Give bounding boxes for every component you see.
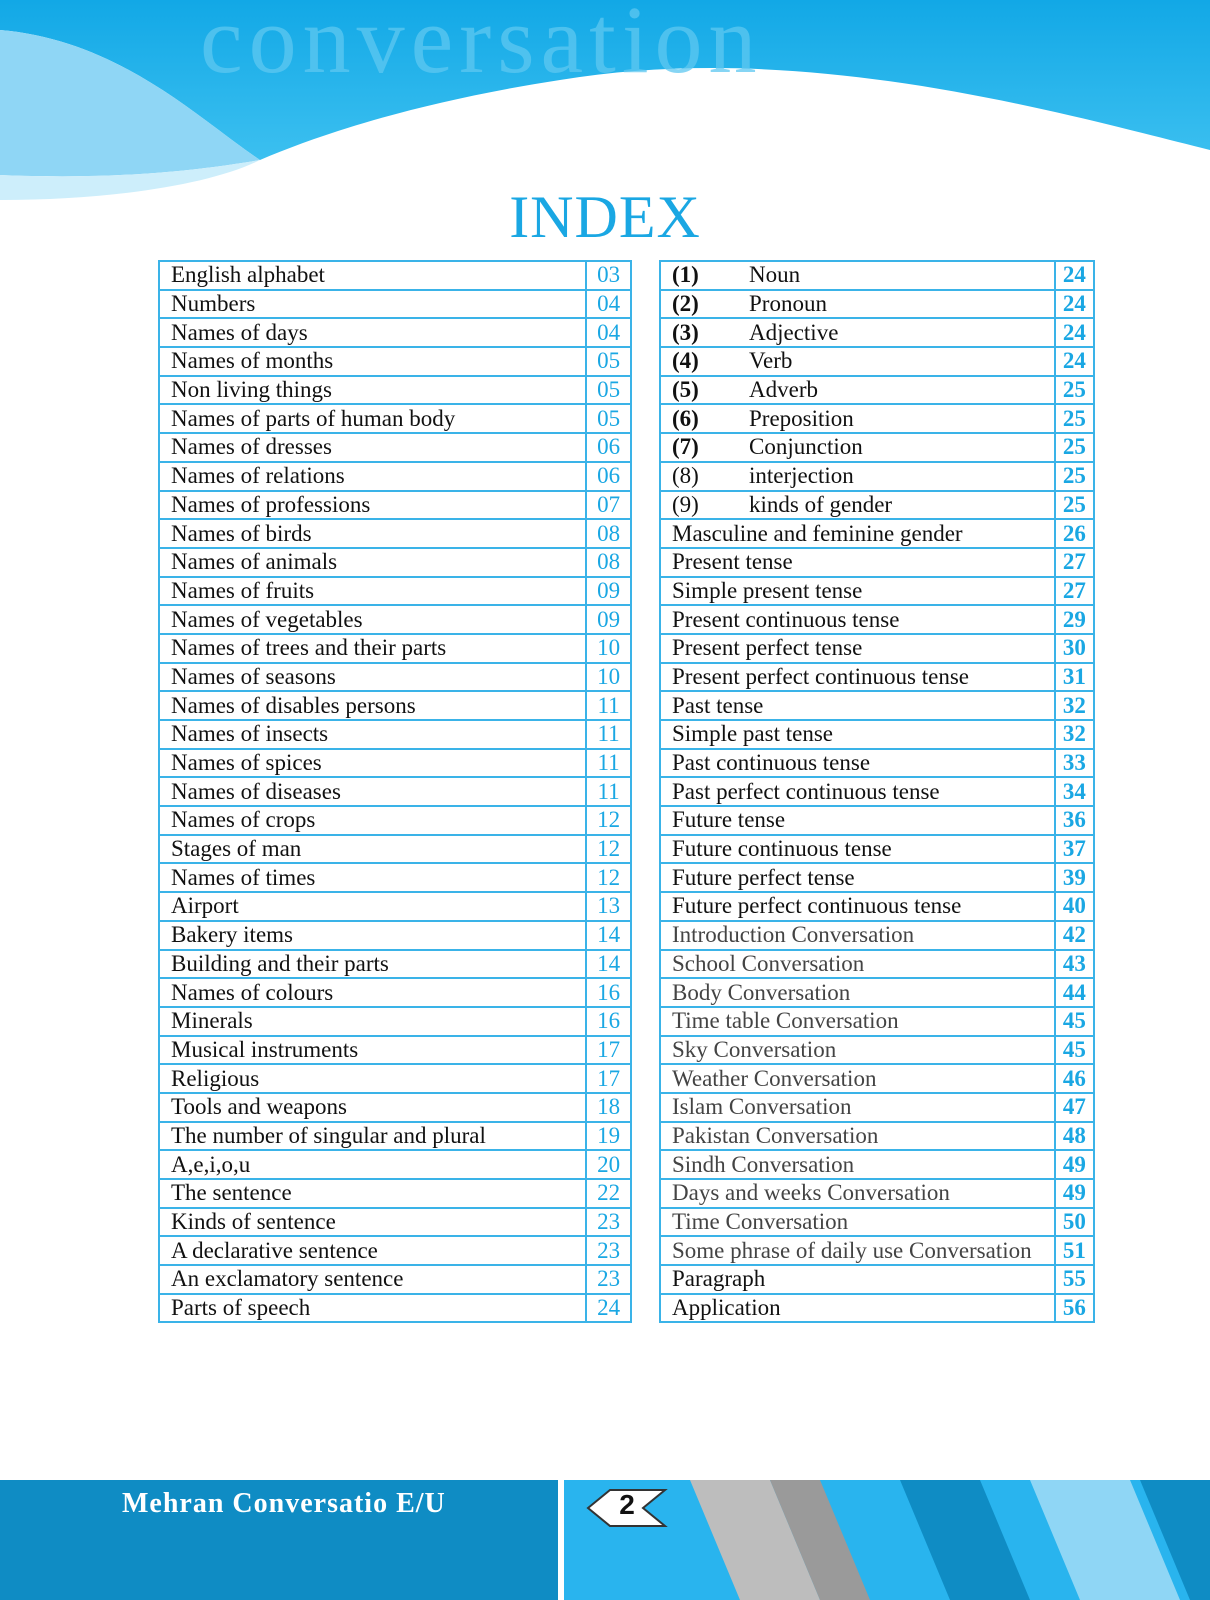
- index-entry-label-cell: [660, 1007, 1055, 1036]
- index-entry-page: 45: [1055, 1036, 1094, 1065]
- index-entry-page: 05: [586, 376, 631, 405]
- index-entry-number: [672, 262, 749, 288]
- index-entry-page: 29: [1055, 605, 1094, 634]
- index-row: [660, 376, 1094, 405]
- index-row: [159, 404, 631, 433]
- index-entry-label: Conjunction: [749, 434, 863, 460]
- index-entry-label: A,e,i,o,u: [159, 1150, 586, 1179]
- index-entry-label: Stages of man: [159, 835, 586, 864]
- index-entry-page: 34: [1055, 777, 1094, 806]
- index-row: [660, 777, 1094, 806]
- index-entry-page: 42: [1055, 921, 1094, 950]
- index-entry-label: Names of spices: [159, 749, 586, 778]
- index-entry-page: 06: [586, 433, 631, 462]
- index-entry-label: Names of birds: [159, 519, 586, 548]
- index-entry-label: Sky Conversation: [672, 1036, 837, 1062]
- index-entry-label: Time Conversation: [672, 1209, 849, 1235]
- index-entry-number: [672, 320, 749, 346]
- index-entry-number: [672, 406, 749, 432]
- index-entry-page: 31: [1055, 663, 1094, 692]
- index-entry-label-cell: [660, 1208, 1055, 1237]
- index-entry-label-cell: [660, 978, 1055, 1007]
- index-entry-label: Some phrase of daily use Conversation: [672, 1237, 1032, 1263]
- index-entry-label: Building and their parts: [159, 950, 586, 979]
- index-entry-page: 49: [1055, 1179, 1094, 1208]
- index-row: [660, 605, 1094, 634]
- page-number: 2: [619, 1489, 635, 1520]
- index-entry-number: [672, 463, 749, 489]
- index-entry-page: 11: [586, 691, 631, 720]
- index-entry-page: 18: [586, 1093, 631, 1122]
- index-row: [660, 835, 1094, 864]
- index-entry-number-text: (8): [672, 463, 699, 489]
- index-row: [660, 921, 1094, 950]
- index-entry-label-cell: [660, 605, 1055, 634]
- index-entry-page: 13: [586, 892, 631, 921]
- index-row: [159, 1179, 631, 1208]
- index-entry-page: 49: [1055, 1150, 1094, 1179]
- index-entry-label: Non living things: [159, 376, 586, 405]
- index-entry-label: School Conversation: [672, 950, 865, 976]
- index-entry-page: 10: [586, 634, 631, 663]
- index-entry-label: Names of times: [159, 863, 586, 892]
- index-row: [660, 519, 1094, 548]
- index-entry-page: 16: [586, 1007, 631, 1036]
- index-row: [660, 404, 1094, 433]
- index-entry-label: Pronoun: [749, 291, 827, 317]
- index-row: [159, 835, 631, 864]
- index-entry-page: 09: [586, 605, 631, 634]
- index-entry-label: English alphabet: [159, 261, 586, 290]
- index-row: [159, 433, 631, 462]
- index-entry-label: Application: [672, 1295, 781, 1321]
- index-row: [660, 1208, 1094, 1237]
- index-entry-number-text: (3): [672, 319, 699, 345]
- index-row: [660, 491, 1094, 520]
- index-row: [660, 318, 1094, 347]
- index-entry-page: 24: [1055, 318, 1094, 347]
- index-entry-label: Paragraph: [672, 1266, 766, 1292]
- footer-book-title: Mehran Conversatio E/U: [122, 1488, 446, 1519]
- index-row: [660, 1265, 1094, 1294]
- index-entry-label: Past tense: [672, 692, 764, 718]
- index-entry-label: Names of crops: [159, 806, 586, 835]
- index-row: [159, 691, 631, 720]
- index-entry-label-cell: [660, 921, 1055, 950]
- index-entry-page: 24: [1055, 261, 1094, 290]
- index-entry-number-text: (4): [672, 348, 699, 374]
- index-entry-page: 24: [1055, 290, 1094, 319]
- index-entry-page: 47: [1055, 1093, 1094, 1122]
- index-entry-label: Religious: [159, 1064, 586, 1093]
- index-entry-label: Introduction Conversation: [672, 922, 915, 948]
- index-row: [660, 1093, 1094, 1122]
- index-row: [159, 1294, 631, 1323]
- index-entry-page: 32: [1055, 691, 1094, 720]
- index-entry-label-cell: [660, 1150, 1055, 1179]
- index-entry-label: Time table Conversation: [672, 1008, 899, 1034]
- index-row: [159, 634, 631, 663]
- index-entry-label: Names of vegetables: [159, 605, 586, 634]
- index-entry-page: 17: [586, 1036, 631, 1065]
- index-entry-label-cell: [660, 318, 1055, 347]
- index-table-right: [659, 260, 1095, 1323]
- index-row: [159, 921, 631, 950]
- index-row: [660, 978, 1094, 1007]
- index-table-left: [158, 260, 632, 1323]
- index-entry-page: 11: [586, 720, 631, 749]
- index-entry-page: 12: [586, 863, 631, 892]
- index-entry-number-text: (1): [672, 262, 699, 288]
- index-entry-label: Days and weeks Conversation: [672, 1180, 950, 1206]
- index-entry-number: [672, 348, 749, 374]
- index-entry-label-cell: [660, 404, 1055, 433]
- index-entry-number-text: (7): [672, 434, 699, 460]
- index-entry-label: Masculine and feminine gender: [672, 520, 963, 546]
- index-entry-page: 09: [586, 577, 631, 606]
- index-entry-page: 23: [586, 1208, 631, 1237]
- index-entry-page: 04: [586, 318, 631, 347]
- page-title: INDEX: [509, 184, 701, 250]
- index-entry-label: Names of dresses: [159, 433, 586, 462]
- index-entry-label: Names of colours: [159, 978, 586, 1007]
- index-entry-number-text: (9): [672, 491, 699, 517]
- index-entry-page: 05: [586, 404, 631, 433]
- index-entry-label: Adverb: [749, 377, 818, 403]
- index-entry-label-cell: [660, 749, 1055, 778]
- index-row: [660, 806, 1094, 835]
- index-entry-page: 14: [586, 950, 631, 979]
- index-entry-label-cell: [660, 1265, 1055, 1294]
- index-entry-page: 24: [586, 1294, 631, 1323]
- index-row: [660, 577, 1094, 606]
- index-entry-page: 50: [1055, 1208, 1094, 1237]
- index-entry-label-cell: [660, 462, 1055, 491]
- index-entry-page: 04: [586, 290, 631, 319]
- index-row: [660, 1036, 1094, 1065]
- header-banner: [0, 0, 1210, 200]
- index-entry-label: Present continuous tense: [672, 606, 900, 632]
- index-entry-label-cell: [660, 720, 1055, 749]
- index-entry-page: 05: [586, 347, 631, 376]
- index-entry-label: Names of parts of human body: [159, 404, 586, 433]
- index-entry-label-cell: [660, 261, 1055, 290]
- index-row: [159, 462, 631, 491]
- index-entry-label: Names of disables persons: [159, 691, 586, 720]
- index-row: [159, 491, 631, 520]
- index-row: [159, 749, 631, 778]
- index-entry-label: Future perfect continuous tense: [672, 893, 962, 919]
- index-row: [159, 863, 631, 892]
- index-row: [159, 1236, 631, 1265]
- index-entry-label-cell: [660, 491, 1055, 520]
- index-row: [159, 777, 631, 806]
- index-entry-label-cell: [660, 1236, 1055, 1265]
- index-row: [159, 1093, 631, 1122]
- index-entry-label-cell: [660, 634, 1055, 663]
- index-entry-page: 03: [586, 261, 631, 290]
- index-entry-number-text: (5): [672, 377, 699, 403]
- index-entry-page: 51: [1055, 1236, 1094, 1265]
- index-row: [660, 548, 1094, 577]
- index-entry-page: 25: [1055, 404, 1094, 433]
- index-row: [660, 290, 1094, 319]
- index-entry-page: 22: [586, 1179, 631, 1208]
- index-entry-page: 27: [1055, 548, 1094, 577]
- index-entry-page: 08: [586, 548, 631, 577]
- index-entry-page: 11: [586, 749, 631, 778]
- index-entry-page: 17: [586, 1064, 631, 1093]
- index-row: [660, 863, 1094, 892]
- index-entry-number: [672, 291, 749, 317]
- index-entry-label-cell: [660, 663, 1055, 692]
- index-row: [159, 548, 631, 577]
- index-entry-label: Names of seasons: [159, 663, 586, 692]
- index-entry-number-text: (6): [672, 405, 699, 431]
- index-entry-label-cell: [660, 835, 1055, 864]
- index-entry-label: Names of animals: [159, 548, 586, 577]
- index-entry-label-cell: [660, 1179, 1055, 1208]
- index-entry-page: 08: [586, 519, 631, 548]
- index-entry-page: 19: [586, 1122, 631, 1151]
- index-entry-page: 32: [1055, 720, 1094, 749]
- index-entry-page: 55: [1055, 1265, 1094, 1294]
- index-entry-label: Verb: [749, 348, 793, 374]
- index-row: [159, 519, 631, 548]
- index-entry-label: Present tense: [672, 549, 793, 575]
- index-row: [159, 261, 631, 290]
- index-entry-number: [672, 377, 749, 403]
- index-entry-label: Preposition: [749, 405, 854, 431]
- index-row: [660, 1122, 1094, 1151]
- index-entry-label: A declarative sentence: [159, 1236, 586, 1265]
- index-entry-label: Musical instruments: [159, 1036, 586, 1065]
- index-entry-label: Numbers: [159, 290, 586, 319]
- index-row: [159, 318, 631, 347]
- index-entry-page: 24: [1055, 347, 1094, 376]
- index-entry-label-cell: [660, 433, 1055, 462]
- index-row: [660, 663, 1094, 692]
- index-entry-page: 25: [1055, 491, 1094, 520]
- index-row: [660, 691, 1094, 720]
- index-row: [660, 634, 1094, 663]
- index-entry-label-cell: [660, 548, 1055, 577]
- index-entry-label: Names of months: [159, 347, 586, 376]
- index-row: [159, 290, 631, 319]
- index-row: [660, 1064, 1094, 1093]
- index-entry-label: Names of insects: [159, 720, 586, 749]
- index-entry-label-cell: [660, 950, 1055, 979]
- index-entry-page: 10: [586, 663, 631, 692]
- index-entry-label-cell: [660, 691, 1055, 720]
- index-row: [159, 1122, 631, 1151]
- index-entry-label: Body Conversation: [672, 979, 851, 1005]
- index-entry-page: 25: [1055, 462, 1094, 491]
- index-row: [660, 1294, 1094, 1323]
- index-entry-label: kinds of gender: [749, 491, 893, 517]
- index-row: [159, 978, 631, 1007]
- index-row: [660, 1236, 1094, 1265]
- index-entry-page: 23: [586, 1265, 631, 1294]
- index-entry-page: 48: [1055, 1122, 1094, 1151]
- index-entry-label: An exclamatory sentence: [159, 1265, 586, 1294]
- index-row: [660, 1150, 1094, 1179]
- index-entry-label: Present perfect continuous tense: [672, 663, 969, 689]
- index-entry-label: Simple past tense: [672, 721, 833, 747]
- index-row: [159, 806, 631, 835]
- index-entry-label: Future continuous tense: [672, 836, 892, 862]
- index-row: [159, 720, 631, 749]
- index-entry-page: 56: [1055, 1294, 1094, 1323]
- index-entry-label: Adjective: [749, 319, 839, 345]
- index-entry-page: 12: [586, 835, 631, 864]
- index-entry-page: 30: [1055, 634, 1094, 663]
- index-entry-label: Minerals: [159, 1007, 586, 1036]
- index-entry-page: 37: [1055, 835, 1094, 864]
- index-entry-page: 16: [586, 978, 631, 1007]
- index-entry-label: Pakistan Conversation: [672, 1122, 879, 1148]
- index-entry-label-cell: [660, 290, 1055, 319]
- index-entry-page: 25: [1055, 376, 1094, 405]
- index-entry-page: 27: [1055, 577, 1094, 606]
- index-entry-number: [672, 434, 749, 460]
- index-row: [159, 376, 631, 405]
- index-entry-label: interjection: [749, 463, 854, 489]
- index-row: [660, 1179, 1094, 1208]
- index-entry-page: 39: [1055, 863, 1094, 892]
- index-row: [159, 892, 631, 921]
- index-entry-page: 40: [1055, 892, 1094, 921]
- index-entry-label: Parts of speech: [159, 1294, 586, 1323]
- index-entry-label-cell: [660, 892, 1055, 921]
- index-entry-label-cell: [660, 863, 1055, 892]
- index-entry-label: Weather Conversation: [672, 1065, 877, 1091]
- index-row: [660, 347, 1094, 376]
- index-row: [159, 663, 631, 692]
- index-row: [159, 605, 631, 634]
- index-entry-label: Names of professions: [159, 491, 586, 520]
- index-entry-label-cell: [660, 1093, 1055, 1122]
- index-entry-label: The number of singular and plural: [159, 1122, 586, 1151]
- index-entry-label-cell: [660, 1036, 1055, 1065]
- index-entry-label: Names of relations: [159, 462, 586, 491]
- index-entry-label: Simple present tense: [672, 577, 863, 603]
- index-row: [660, 433, 1094, 462]
- index-entry-label: Present perfect tense: [672, 635, 863, 661]
- index-entry-label: Kinds of sentence: [159, 1208, 586, 1237]
- index-entry-label: Future perfect tense: [672, 864, 855, 890]
- index-entry-page: 20: [586, 1150, 631, 1179]
- index-entry-label-cell: [660, 577, 1055, 606]
- index-entry-label-cell: [660, 1122, 1055, 1151]
- index-row: [159, 1150, 631, 1179]
- index-row: [159, 1036, 631, 1065]
- index-row: [159, 1007, 631, 1036]
- index-entry-page: 07: [586, 491, 631, 520]
- index-entry-label-cell: [660, 777, 1055, 806]
- index-entry-page: 43: [1055, 950, 1094, 979]
- index-entry-page: 23: [586, 1236, 631, 1265]
- index-entry-label-cell: [660, 347, 1055, 376]
- index-row: [660, 720, 1094, 749]
- index-row: [660, 892, 1094, 921]
- index-entry-label-cell: [660, 376, 1055, 405]
- index-entry-label-cell: [660, 1294, 1055, 1323]
- index-row: [660, 261, 1094, 290]
- index-entry-label: The sentence: [159, 1179, 586, 1208]
- index-entry-label-cell: [660, 806, 1055, 835]
- index-entry-page: 25: [1055, 433, 1094, 462]
- index-entry-label: Noun: [749, 262, 801, 288]
- index-row: [660, 462, 1094, 491]
- index-entry-page: 44: [1055, 978, 1094, 1007]
- index-row: [159, 1064, 631, 1093]
- index-entry-label: Names of trees and their parts: [159, 634, 586, 663]
- index-entry-label: Past perfect continuous tense: [672, 778, 940, 804]
- index-row: [159, 950, 631, 979]
- index-row: [159, 577, 631, 606]
- index-entry-label: Bakery items: [159, 921, 586, 950]
- index-entry-label: Names of fruits: [159, 577, 586, 606]
- index-entry-page: 45: [1055, 1007, 1094, 1036]
- index-row: [660, 749, 1094, 778]
- index-entry-page: 36: [1055, 806, 1094, 835]
- index-entry-page: 33: [1055, 749, 1094, 778]
- index-row: [159, 347, 631, 376]
- index-entry-page: 12: [586, 806, 631, 835]
- index-entry-label: Airport: [159, 892, 586, 921]
- index-entry-label-cell: [660, 1064, 1055, 1093]
- index-entry-label: Future tense: [672, 807, 786, 833]
- index-row: [660, 1007, 1094, 1036]
- index-entry-page: 11: [586, 777, 631, 806]
- index-entry-label: Past continuous tense: [672, 750, 871, 776]
- index-entry-label: Sindh Conversation: [672, 1151, 855, 1177]
- index-entry-page: 46: [1055, 1064, 1094, 1093]
- index-entry-label: Names of days: [159, 318, 586, 347]
- index-entry-number-text: (2): [672, 291, 699, 317]
- index-row: [159, 1265, 631, 1294]
- index-row: [159, 1208, 631, 1237]
- index-row: [660, 950, 1094, 979]
- index-entry-label: Names of diseases: [159, 777, 586, 806]
- index-entry-label-cell: [660, 519, 1055, 548]
- index-entry-page: 26: [1055, 519, 1094, 548]
- index-entry-number: [672, 492, 749, 518]
- index-entry-page: 06: [586, 462, 631, 491]
- index-entry-label: Tools and weapons: [159, 1093, 586, 1122]
- index-entry-label: Islam Conversation: [672, 1094, 852, 1120]
- index-entry-page: 14: [586, 921, 631, 950]
- banner-watermark: conversation: [200, 0, 763, 93]
